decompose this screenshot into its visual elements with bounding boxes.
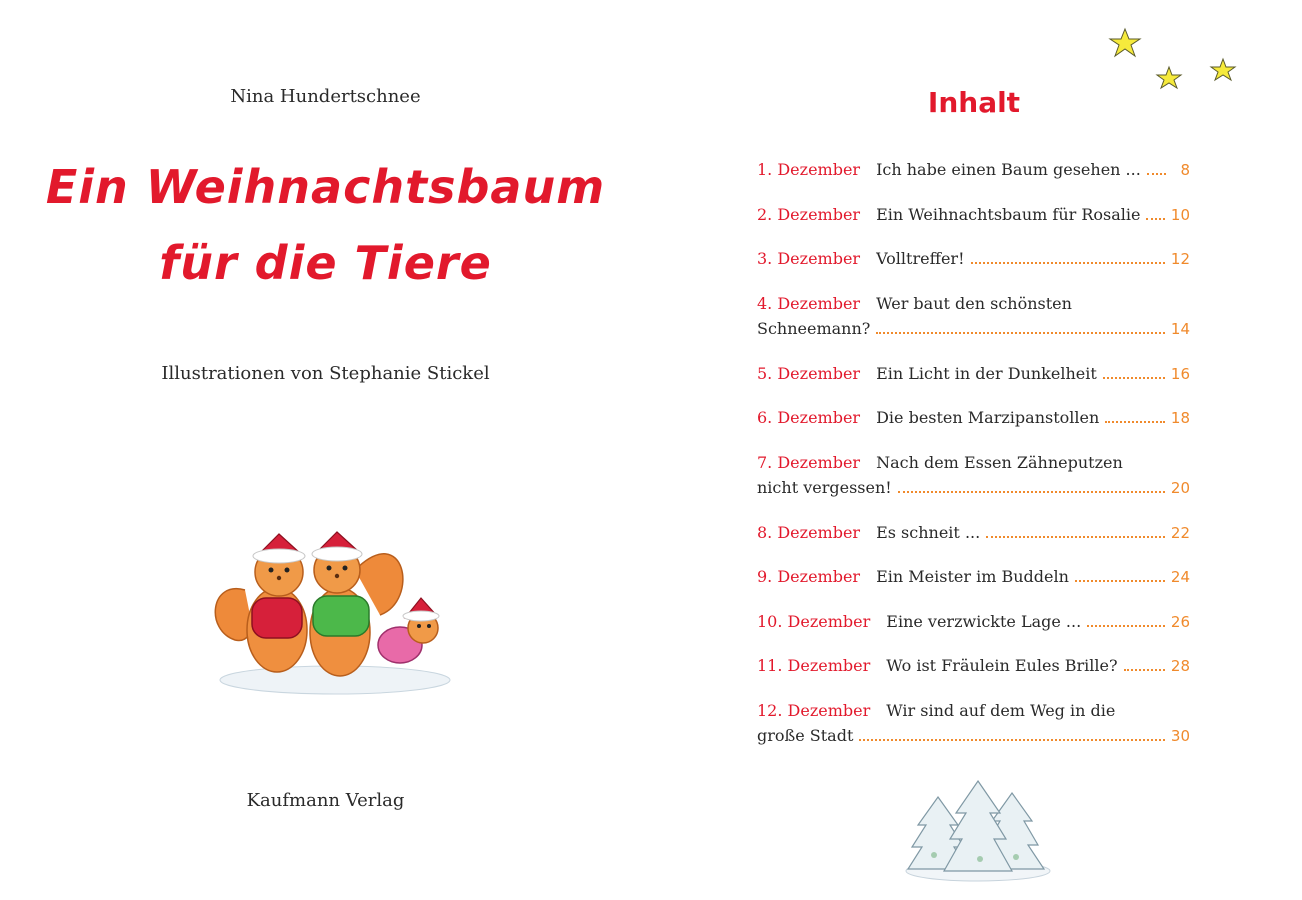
toc-entry [757,403,1190,428]
toc-title: Ein Weihnachtsbaum für Rosalie [876,205,1141,224]
toc-page: 24 [1170,568,1190,586]
toc-date: 7. Dezember [757,453,861,472]
toc-date: 5. Dezember [757,364,861,383]
toc-entry [757,244,1190,269]
toc-page: 20 [1170,479,1190,497]
toc-heading: Inhalt [927,86,1021,119]
book-title-line1: Ein Weihnachtsbaum [45,160,606,214]
toc-title: Wir sind auf dem Weg in die [886,701,1116,720]
author-name: Nina Hundertschnee [230,86,421,107]
toc-page: 10 [1170,206,1190,224]
toc-title: Ein Meister im Buddeln [876,567,1069,586]
toc-date: 3. Dezember [757,249,861,268]
toc-date: 10. Dezember [757,612,871,631]
toc-date: 6. Dezember [757,408,861,427]
toc-page: 26 [1170,613,1190,631]
toc-page: 12 [1170,250,1190,268]
toc-entry [757,359,1190,384]
toc-date: 2. Dezember [757,205,861,224]
toc-entry [757,562,1190,587]
toc-entry [757,696,1190,746]
toc-date: 11. Dezember [757,656,871,675]
toc-date: 12. Dezember [757,701,871,720]
toc-page: 28 [1170,657,1190,675]
toc-title-continued: nicht vergessen! [757,478,892,497]
toc-page: 8 [1180,161,1190,179]
toc-title: Die besten Marzipanstollen [876,408,1100,427]
toc-title: Nach dem Essen Zähneputzen [876,453,1123,472]
toc-entry [757,200,1190,225]
snowy-trees-illustration [900,775,1055,885]
toc-page: 18 [1170,409,1190,427]
toc-title: Ein Licht in der Dunkelheit [876,364,1097,383]
toc-title: Es schneit ... [876,523,981,542]
publisher-name: Kaufmann Verlag [246,790,405,811]
toc-page: 22 [1170,524,1190,542]
toc-date: 4. Dezember [757,294,861,313]
toc-date: 8. Dezember [757,523,861,542]
toc-page: 14 [1170,320,1190,338]
toc-entry [757,155,1190,180]
toc-page: 30 [1170,727,1190,745]
squirrels-illustration [205,520,455,695]
book-title-line2: für die Tiere [159,236,492,290]
toc-entry [757,607,1190,632]
toc-title-continued: Schneemann? [757,319,871,338]
illustrator-credit: Illustrationen von Stephanie Stickel [161,363,490,384]
toc-entry [757,289,1190,339]
toc-entry [757,651,1190,676]
toc-page: 16 [1170,365,1190,383]
toc-title: Volltreffer! [876,249,965,268]
toc-date: 9. Dezember [757,567,861,586]
toc-title: Ich habe einen Baum gesehen ... [876,160,1141,179]
toc-title-continued: große Stadt [757,726,854,745]
toc-title: Wer baut den schönsten [876,294,1072,313]
toc-entry [757,518,1190,543]
toc-date: 1. Dezember [757,160,861,179]
toc-entry [757,448,1190,498]
toc-title: Eine verzwickte Lage ... [886,612,1082,631]
toc-title: Wo ist Fräulein Eules Brille? [886,656,1118,675]
